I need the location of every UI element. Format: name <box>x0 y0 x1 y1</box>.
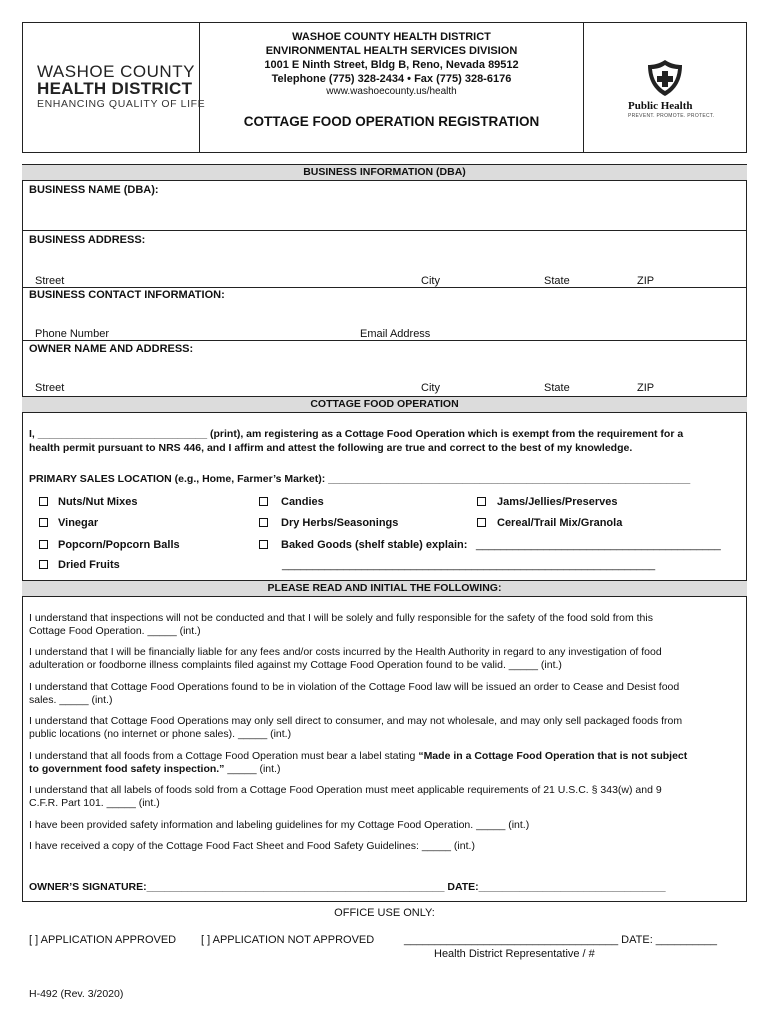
org-division: ENVIRONMENTAL HEALTH SERVICES DIVISION <box>265 45 518 57</box>
baked-goods-explain-line2[interactable]: _____________________________________________________________ <box>282 559 656 571</box>
owner-city-caption: City <box>421 382 440 394</box>
initial-statement-6: I understand that all labels of foods sold from a Cottage Food Operation must meet applicable requirements of 21 U.S.C. § 343(w) and 9 C.F.R. Part 101. _____ (int.) <box>29 784 662 809</box>
cereal-checkbox[interactable] <box>477 518 486 527</box>
herbs-label: Dry Herbs/Seasonings <box>281 517 399 529</box>
org-address: 1001 E Ninth Street, Bldg B, Reno, Nevada 89512 <box>264 59 519 71</box>
org-phone: Telephone (775) 328-2434 • Fax (775) 328-6176 <box>271 73 512 85</box>
logo-line1: WASHOE COUNTY <box>37 62 195 81</box>
owner-name-label: OWNER NAME AND ADDRESS: <box>29 343 194 355</box>
initial-statement-3: I understand that Cottage Food Operations found to be in violation of the Cottage Food law will be issued an order to Cease and Desist food sales. _____ (int.) <box>29 681 680 706</box>
representative-signature-line[interactable]: ___________________________________ DATE: __________ <box>404 934 717 946</box>
owner-signature-line[interactable]: OWNER’S SIGNATURE:___________________________________________________ DATE:________________________________ <box>29 881 666 893</box>
business-city-caption: City <box>421 275 440 287</box>
section-business-info: BUSINESS INFORMATION (DBA) <box>22 164 747 181</box>
popcorn-checkbox[interactable] <box>39 540 48 549</box>
nuts-checkbox[interactable] <box>39 497 48 506</box>
initial-statement-8: I have received a copy of the Cottage Food Fact Sheet and Food Safety Guidelines: _____ (int.) <box>29 840 475 852</box>
org-name: WASHOE COUNTY HEALTH DISTRICT <box>292 31 491 43</box>
jams-checkbox[interactable] <box>477 497 486 506</box>
divider <box>22 287 747 288</box>
owner-street-caption: Street <box>35 382 65 394</box>
initial-statement-5: I understand that all foods from a Cottage Food Operation must bear a label stating “Made in a Cottage Food Operation that is not subject to government food safety inspection.” _____ (int.) <box>29 750 688 775</box>
vinegar-checkbox[interactable] <box>39 518 48 527</box>
herbs-checkbox[interactable] <box>259 518 268 527</box>
public-health-shield-icon <box>644 58 686 98</box>
logo-line2: HEALTH DISTRICT <box>37 79 193 98</box>
candies-label: Candies <box>281 496 324 508</box>
public-health-logo-text: Public Health <box>628 100 693 112</box>
initial-statement-2: I understand that I will be financially liable for any fees and/or costs incurred by the Health Authority in regard to any investigation of food adulteration or foodborne illness complaints filed against my Cottage Food Operation found to be valid. _____ (int.) <box>29 646 662 671</box>
cereal-label: Cereal/Trail Mix/Granola <box>497 517 623 529</box>
nuts-label: Nuts/Nut Mixes <box>58 496 138 508</box>
business-address-label: BUSINESS ADDRESS: <box>29 234 146 246</box>
initial-statement-4: I understand that Cottage Food Operations may only sell direct to consumer, and may not wholesale, and may only sell packaged foods from public locations (no internet or phone sales). _____ (int.) <box>29 715 683 740</box>
business-contact-label: BUSINESS CONTACT INFORMATION: <box>29 289 225 301</box>
baked-goods-checkbox[interactable] <box>259 540 268 549</box>
email-caption: Email Address <box>360 328 431 340</box>
phone-caption: Phone Number <box>35 328 109 340</box>
jams-label: Jams/Jellies/Preserves <box>497 496 618 508</box>
business-zip-caption: ZIP <box>637 275 655 287</box>
owner-state-caption: State <box>544 382 570 394</box>
vinegar-label: Vinegar <box>58 517 99 529</box>
org-url: www.washoecounty.us/health <box>326 86 457 97</box>
owner-zip-caption: ZIP <box>637 382 655 394</box>
business-street-caption: Street <box>35 275 65 287</box>
baked-goods-explain-line1[interactable]: ________________________________________ <box>476 539 721 551</box>
statement-line1: I, _____________________________ (print), am registering as a Cottage Food Operation which is exempt from the requirement for a <box>29 428 684 440</box>
business-name-label: BUSINESS NAME (DBA): <box>29 184 159 196</box>
office-use-title: OFFICE USE ONLY: <box>334 907 435 919</box>
application-approved-option[interactable]: [ ] APPLICATION APPROVED <box>29 934 177 946</box>
business-state-caption: State <box>544 275 570 287</box>
popcorn-label: Popcorn/Popcorn Balls <box>58 539 180 551</box>
divider <box>22 230 747 231</box>
dried-fruits-label: Dried Fruits <box>58 559 120 571</box>
divider <box>22 340 747 341</box>
dried-fruits-checkbox[interactable] <box>39 560 48 569</box>
primary-sales-location: PRIMARY SALES LOCATION (e.g., Home, Farmer’s Market): ______________________________________________________________ <box>29 473 691 485</box>
application-not-approved-option[interactable]: [ ] APPLICATION NOT APPROVED <box>201 934 375 946</box>
section-cottage-food: COTTAGE FOOD OPERATION <box>22 396 747 413</box>
section-initials: PLEASE READ AND INITIAL THE FOLLOWING: <box>22 580 747 597</box>
public-health-tagline: PREVENT. PROMOTE. PROTECT. <box>628 113 715 119</box>
initial-statement-7: I have been provided safety information and labeling guidelines for my Cottage Food Operation. _____ (int.) <box>29 819 530 831</box>
baked-goods-label: Baked Goods (shelf stable) explain: <box>281 539 468 551</box>
representative-caption: Health District Representative / # <box>434 948 595 960</box>
form-revision: H-492 (Rev. 3/2020) <box>29 988 124 1000</box>
logo-line3: ENHANCING QUALITY OF LIFE <box>37 98 206 110</box>
initial-statement-1: I understand that inspections will not be conducted and that I will be solely and fully responsible for the safety of the food sold from this Cottage Food Operation. _____ (int.) <box>29 612 653 637</box>
candies-checkbox[interactable] <box>259 497 268 506</box>
page-title: COTTAGE FOOD OPERATION REGISTRATION <box>243 114 540 129</box>
statement-line2: health permit pursuant to NRS 446, and I affirm and attest the following are true and correct to the best of my knowledge. <box>29 442 633 454</box>
header-divider-right <box>583 22 584 153</box>
